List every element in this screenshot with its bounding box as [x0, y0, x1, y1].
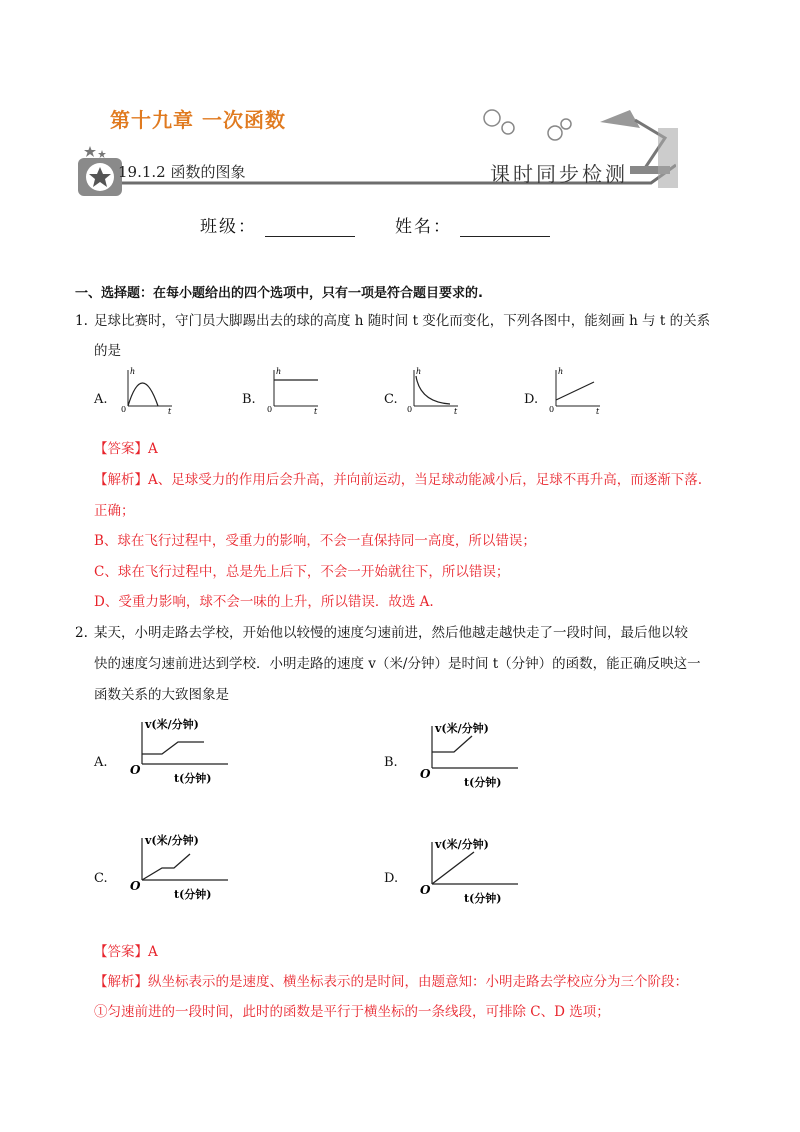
q2-text-line3: 函数关系的大致图象是	[94, 687, 229, 703]
q2-text-line1: 某天，小明走路去学校，开始他以较慢的速度匀速前进，然后他越走越快走了一段时间，最后他以较	[94, 625, 688, 641]
svg-text:h: h	[558, 367, 564, 376]
svg-text:v(米/分钟): v(米/分钟)	[145, 834, 199, 847]
svg-text:t: t	[596, 407, 600, 416]
q2-graph-c	[124, 830, 234, 902]
q2-option-a-label[interactable]: A.	[94, 755, 108, 770]
svg-text:0: 0	[121, 405, 127, 414]
svg-text:O: O	[420, 883, 431, 897]
class-blank[interactable]	[265, 218, 355, 237]
q2-analysis-line1: 【解析】纵坐标表示的是速度、横坐标表示的是时间，由题意知：小明走路去学校应分为三个阶段：	[94, 974, 688, 990]
svg-text:v(米/分钟): v(米/分钟)	[145, 718, 199, 731]
svg-text:h: h	[416, 367, 422, 376]
q1-graph-b	[264, 366, 324, 416]
svg-text:t(分钟): t(分钟)	[464, 892, 502, 905]
chapter-title: 第十九章 一次函数	[110, 108, 286, 132]
name-label: 姓名：	[395, 217, 452, 237]
q2-option-c-label[interactable]: C.	[94, 871, 108, 886]
q2-option-d-label[interactable]: D.	[384, 871, 399, 886]
svg-text:v(米/分钟): v(米/分钟)	[435, 722, 489, 735]
q2-option-b-label[interactable]: B.	[384, 755, 398, 770]
q1-option-a-label[interactable]: A.	[94, 392, 108, 407]
q2-graph-b	[414, 718, 524, 790]
svg-text:0: 0	[549, 405, 555, 414]
svg-text:v(米/分钟): v(米/分钟)	[435, 838, 489, 851]
name-blank[interactable]	[460, 218, 550, 237]
q1-option-d-label[interactable]: D.	[524, 392, 539, 407]
svg-text:t: t	[314, 407, 318, 416]
q1-text-line1: 足球比赛时，守门员大脚踢出去的球的高度 h 随时间 t 变化而变化，下列各图中，能刻画 h 与 t 的关系	[94, 313, 711, 329]
svg-text:t: t	[168, 407, 172, 416]
svg-text:t(分钟): t(分钟)	[174, 772, 212, 785]
q1-analysis-d: D、受重力影响，球不会一味的上升，所以错误．故选 A.	[94, 594, 434, 610]
q2-number: 2.	[75, 625, 88, 641]
q1-graph-c	[404, 366, 464, 416]
q1-analysis-c: C、球在飞行过程中，总是先上后下，不会一开始就往下，所以错误；	[94, 564, 510, 580]
svg-text:t: t	[454, 407, 458, 416]
part-heading: 一、选择题：在每小题给出的四个选项中，只有一项是符合题目要求的.	[75, 286, 483, 301]
q1-graph-d	[546, 366, 606, 416]
class-field	[200, 212, 355, 237]
q1-text-line2: 的是	[94, 343, 121, 359]
svg-text:h: h	[130, 367, 136, 376]
svg-text:O: O	[130, 763, 141, 777]
q1-answer: 【答案】A	[94, 441, 158, 457]
banner-right-title: 课时同步检测	[490, 162, 628, 186]
q2-text-line2: 快的速度匀速前进达到学校．小明走路的速度 v（米/分钟）是时间 t（分钟）的函数，能正确反映这一	[94, 656, 701, 672]
svg-text:O: O	[420, 767, 431, 781]
svg-text:t(分钟): t(分钟)	[464, 776, 502, 789]
q2-answer: 【答案】A	[94, 944, 158, 960]
svg-text:O: O	[130, 879, 141, 893]
q2-analysis-line2: ①匀速前进的一段时间，此时的函数是平行于横坐标的一条线段，可排除 C、D 选项；	[94, 1004, 610, 1020]
q1-analysis-b: B、球在飞行过程中，受重力的影响，不会一直保持同一高度，所以错误；	[94, 533, 536, 549]
q1-number: 1.	[75, 313, 88, 329]
q1-graph-a	[118, 366, 178, 416]
section-title: 19.1.2 函数的图象	[118, 163, 246, 181]
name-field	[395, 212, 550, 237]
q2-graph-a	[124, 714, 234, 786]
svg-text:0: 0	[407, 405, 413, 414]
q1-option-b-label[interactable]: B.	[242, 392, 256, 407]
svg-text:t(分钟): t(分钟)	[174, 888, 212, 901]
q2-graph-d	[414, 834, 524, 906]
q1-analysis-line1: 【解析】A、足球受力的作用后会升高，并向前运动，当足球动能减小后，足球不再升高，而逐渐下落.	[94, 472, 703, 488]
q1-analysis-line2: 正确；	[94, 503, 135, 519]
q1-option-c-label[interactable]: C.	[384, 392, 398, 407]
svg-text:h: h	[276, 367, 282, 376]
svg-text:0: 0	[267, 405, 273, 414]
class-label: 班级：	[200, 217, 257, 237]
